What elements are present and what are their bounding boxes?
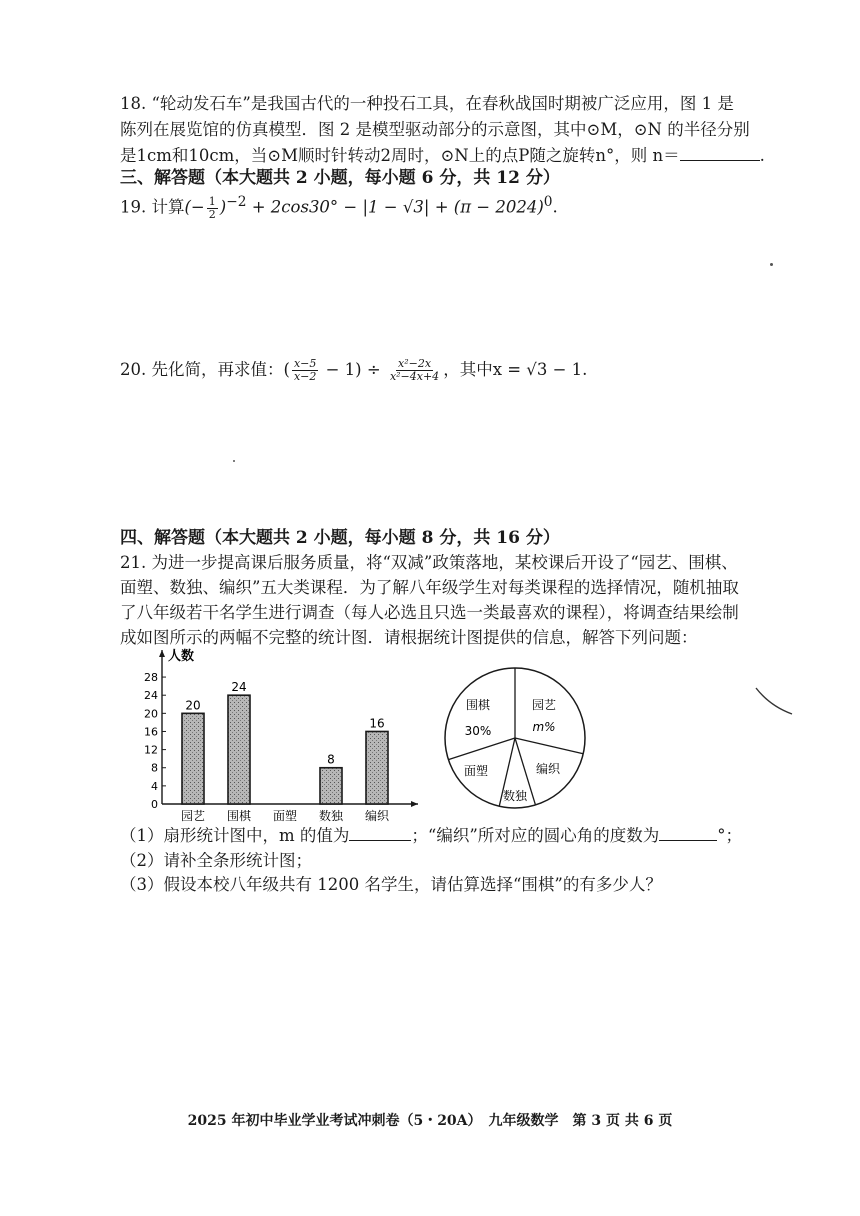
q19-end: . bbox=[552, 197, 558, 217]
scan-speck bbox=[233, 460, 235, 462]
y-tick-label: 28 bbox=[144, 671, 158, 685]
q21-sub1c: °； bbox=[717, 826, 743, 845]
x-tick-label: 数独 bbox=[318, 809, 344, 823]
q18-line2: 陈列在展览馆的仿真模型．图 2 是模型驱动部分的示意图，其中⊙M，⊙N 的半径分别 bbox=[120, 120, 750, 139]
q21-sub1 bbox=[120, 824, 760, 848]
x-axis-arrow bbox=[411, 801, 418, 807]
pen-mark bbox=[752, 684, 796, 720]
m-answer-blank[interactable] bbox=[349, 824, 411, 841]
q20-frac2-num: x²−2x bbox=[398, 357, 432, 370]
q21-sub1b: ；“编织”所对应的圆心角的度数为 bbox=[411, 826, 660, 845]
y-tick-label: 12 bbox=[144, 743, 158, 757]
q19-line bbox=[120, 190, 760, 221]
bar bbox=[366, 731, 388, 804]
q21-line4: 成如图所示的两幅不完整的统计图．请根据统计图提供的信息，解答下列问题： bbox=[120, 628, 698, 647]
x-tick-label: 园艺 bbox=[180, 809, 206, 823]
pie-slice-value: m% bbox=[532, 720, 556, 734]
q21-sub3: （3）假设本校八年级共有 1200 名学生，请估算选择“围棋”的有多少人？ bbox=[120, 875, 662, 894]
pie-chart bbox=[440, 665, 600, 815]
q19-expr-a: (− bbox=[184, 197, 205, 217]
bar bbox=[228, 695, 250, 804]
q18-line3-text: 是1cm和10cm，当⊙M顺时针转动2周时，⊙N上的点P随之旋转n°，则 n＝ bbox=[120, 146, 680, 165]
q19-frac bbox=[207, 196, 218, 221]
bar bbox=[182, 713, 204, 804]
y-axis-label: 人数 bbox=[168, 649, 195, 664]
q19-expr-c: + 2cos30° − |1 − √3| + (π − 2024) bbox=[246, 197, 544, 217]
y-tick-label: 0 bbox=[151, 798, 158, 811]
y-tick-label: 4 bbox=[151, 779, 158, 793]
angle-answer-blank[interactable] bbox=[659, 824, 717, 841]
q18-answer-blank[interactable] bbox=[680, 144, 760, 161]
q21-sub1a: （1）扇形统计图中，m 的值为 bbox=[120, 826, 350, 845]
q19-sup2: 0 bbox=[543, 194, 553, 210]
pie-slice-value: 30% bbox=[464, 724, 492, 738]
bar-data-label: 20 bbox=[185, 698, 201, 713]
section4-heading: 四、解答题（本大题共 2 小题，每小题 8 分，共 16 分） bbox=[120, 528, 560, 548]
q20-frac1-den: x−2 bbox=[293, 370, 317, 383]
q20-prefix: 20. 先化简，再求值：( bbox=[120, 360, 290, 379]
bar-data-label: 16 bbox=[369, 716, 385, 731]
y-axis-arrow bbox=[159, 650, 165, 657]
q19-prefix: 19. 计算 bbox=[120, 197, 185, 217]
page-footer: 2025 年初中毕业学业考试冲刺卷（5・20A） 九年级数学 第 3 页 共 6 页 bbox=[187, 1113, 673, 1129]
y-tick-label: 24 bbox=[144, 689, 158, 703]
q20-line bbox=[120, 358, 760, 383]
q20-frac1 bbox=[292, 358, 318, 383]
x-tick-label: 面塑 bbox=[272, 809, 298, 823]
q21-sub2: （2）请补全条形统计图； bbox=[120, 851, 312, 870]
y-tick-label: 20 bbox=[144, 707, 158, 721]
pie-slice-label: 面塑 bbox=[463, 764, 489, 778]
q20-mid: − 1) ÷ bbox=[320, 360, 386, 379]
section3-heading: 三、解答题（本大题共 2 小题，每小题 6 分，共 12 分） bbox=[120, 168, 560, 188]
q21-line3: 了八年级若干名学生进行调查（每人必选且只选一类最喜欢的课程），将调查结果绘制 bbox=[120, 603, 739, 622]
q20-frac2 bbox=[388, 358, 441, 383]
q19-expr-b: ) bbox=[219, 197, 227, 217]
x-tick-label: 围棋 bbox=[226, 809, 252, 823]
q20-suffix: ，其中x = √3 − 1. bbox=[443, 360, 588, 379]
q20-frac2-den: x²−4x+4 bbox=[389, 370, 440, 383]
y-tick-label: 8 bbox=[151, 761, 158, 775]
bar bbox=[320, 768, 342, 804]
q19-frac-num: 1 bbox=[208, 194, 216, 208]
bar-chart bbox=[130, 642, 430, 828]
y-tick-label: 16 bbox=[144, 725, 158, 739]
q18-line3-end: . bbox=[759, 146, 765, 165]
q21-line1: 21. 为进一步提高课后服务质量，将“双减”政策落地，某校课后开设了“园艺、围棋、 bbox=[120, 553, 738, 572]
q19-frac-den: 2 bbox=[208, 207, 216, 221]
q18-line1: 18. “轮动发石车”是我国古代的一种投石工具，在春秋战国时期被广泛应用，图 1 是 bbox=[120, 94, 734, 113]
q20-frac1-num: x−5 bbox=[293, 357, 317, 370]
q18-line3 bbox=[120, 144, 765, 168]
bar-data-label: 8 bbox=[327, 752, 335, 767]
q21-line2: 面塑、数独、编织”五大类课程．为了解八年级学生对每类课程的选择情况，随机抽取 bbox=[120, 578, 739, 597]
x-tick-label: 编织 bbox=[364, 809, 390, 823]
pie-slice-label: 园艺 bbox=[531, 698, 557, 712]
q19-sup1: −2 bbox=[226, 194, 247, 210]
pie-slice-label: 数独 bbox=[502, 789, 528, 803]
bar-data-label: 24 bbox=[231, 680, 247, 695]
scan-speck bbox=[770, 263, 773, 266]
pie-slice-label: 围棋 bbox=[465, 698, 491, 712]
pie-slice-label: 编织 bbox=[535, 762, 561, 776]
